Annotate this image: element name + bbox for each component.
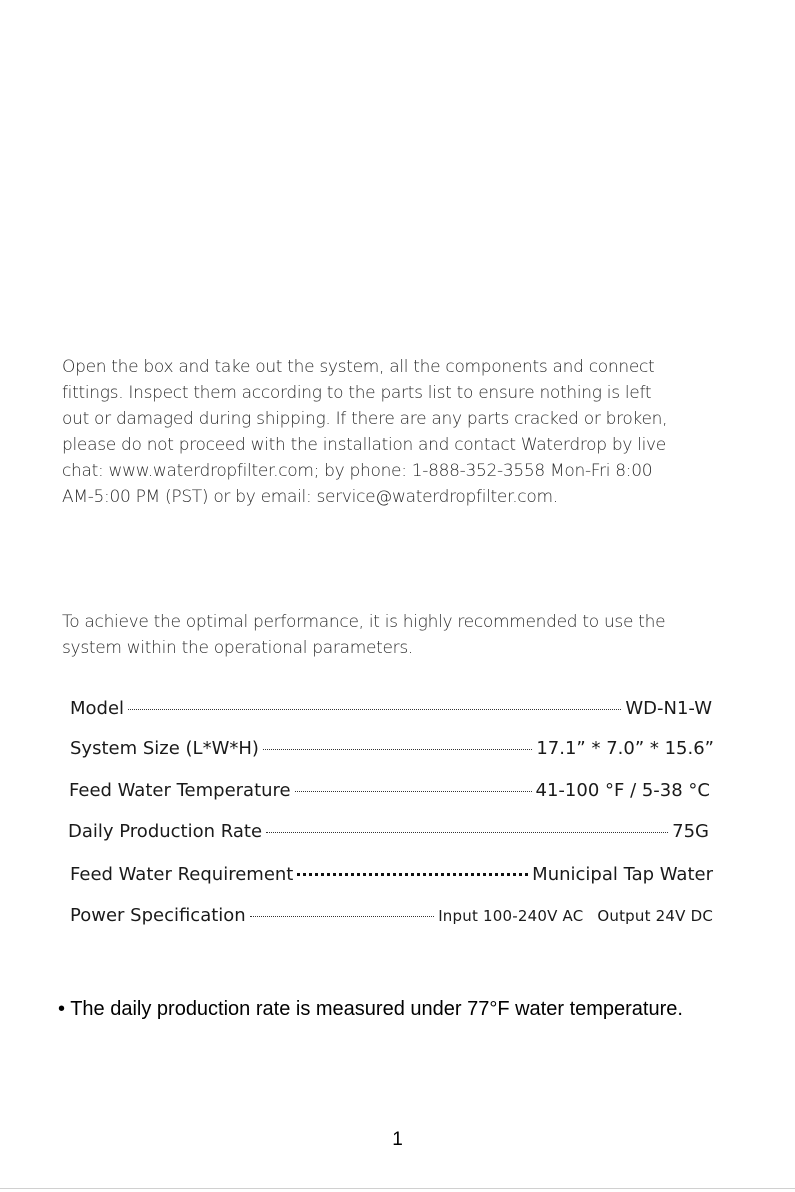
page-edge-rule <box>0 1188 795 1189</box>
spec-label: Feed Water Temperature <box>69 780 291 801</box>
spec-row-feed-water-temperature <box>69 780 710 801</box>
production-rate-note: • The daily production rate is measured under 77°F water temperature. <box>58 998 683 1020</box>
dot-leader <box>266 832 668 833</box>
spec-label: Power Specification <box>70 905 246 926</box>
dot-leader <box>250 916 434 917</box>
paragraph-line: please do not proceed with the installation and contact Waterdrop by live <box>62 435 666 455</box>
spec-row-system-size <box>70 738 714 759</box>
paragraph-line: chat: www.waterdropfilter.com; by phone: 1-888-352-3558 Mon-Fri 8:00 <box>62 461 653 481</box>
power-output: Output 24V DC <box>597 907 713 925</box>
dot-leader <box>263 749 532 750</box>
dot-leader <box>297 873 528 876</box>
spec-label: Daily Production Rate <box>68 821 263 842</box>
spec-row-feed-water-requirement <box>70 864 713 885</box>
power-input: Input 100-240V AC <box>438 907 584 925</box>
spec-label: Feed Water Requirement <box>70 864 294 885</box>
spec-label: System Size (L*W*H) <box>70 738 259 759</box>
spec-row-model <box>70 698 712 719</box>
paragraph-line: AM-5:00 PM (PST) or by email: service@waterdropfilter.com. <box>62 487 558 507</box>
spec-row-daily-production-rate <box>68 821 709 842</box>
spec-label: Model <box>70 698 125 719</box>
spec-row-power-specification <box>70 905 713 926</box>
page-number: 1 <box>392 1129 403 1150</box>
dot-leader <box>128 709 621 710</box>
spec-value <box>438 907 713 925</box>
paragraph-line: To achieve the optimal performance, it is highly recommended to use the <box>62 612 666 632</box>
spec-value: WD-N1-W <box>625 698 712 719</box>
dot-leader <box>295 791 532 792</box>
paragraph-line: system within the operational parameters. <box>62 638 414 658</box>
spec-value: 41-100 °F / 5-38 °C <box>535 780 710 801</box>
paragraph-line: out or damaged during shipping. If there are any parts cracked or broken, <box>62 409 668 429</box>
paragraph-line: fittings. Inspect them according to the parts list to ensure nothing is left <box>62 383 652 403</box>
operational-parameters-paragraph <box>62 609 742 661</box>
paragraph-line: Open the box and take out the system, all the components and connect <box>62 357 655 377</box>
spec-value: Municipal Tap Water <box>532 864 713 885</box>
unboxing-instructions-paragraph <box>62 354 742 510</box>
spec-value: 75G <box>672 821 709 842</box>
spec-value: 17.1” * 7.0” * 15.6” <box>536 738 714 759</box>
